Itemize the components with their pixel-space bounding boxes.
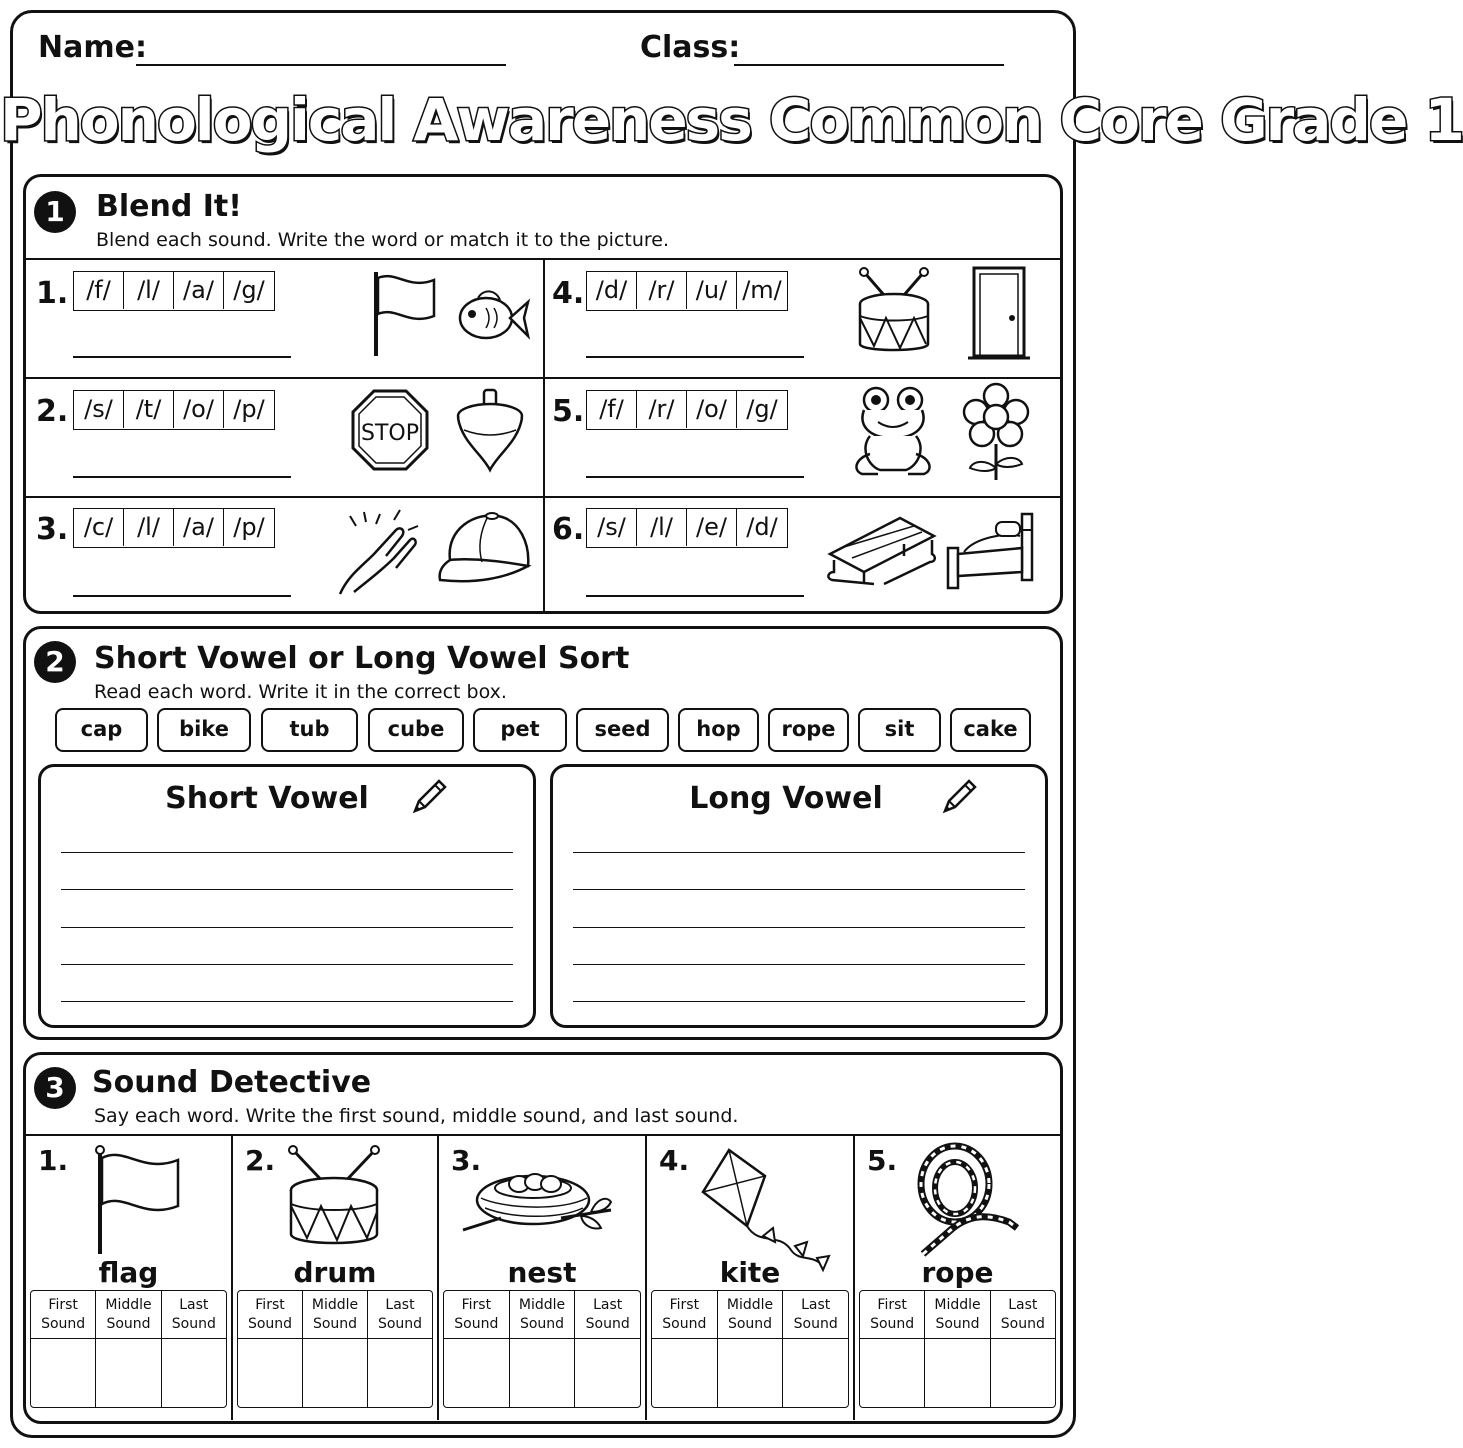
flower-icon	[960, 382, 1032, 482]
sound-box: /r/	[637, 391, 687, 428]
word-card[interactable]: cake	[950, 708, 1031, 752]
first-sound-column	[444, 1291, 510, 1407]
section-title: Blend It!	[96, 189, 242, 224]
middle-sound-column	[510, 1291, 576, 1407]
spinning-top-icon	[454, 386, 526, 474]
sound-table	[651, 1290, 849, 1408]
sound-box: /l/	[637, 509, 687, 546]
long-vowel-box[interactable]	[550, 764, 1048, 1028]
divider	[543, 258, 545, 611]
column-header: First Sound	[444, 1291, 509, 1339]
sound-box: /c/	[74, 509, 124, 546]
nest-icon	[461, 1158, 615, 1244]
section-number-badge: 2	[34, 641, 76, 683]
bed-icon	[944, 508, 1036, 590]
word-card[interactable]: tub	[261, 708, 358, 752]
drum-icon	[856, 268, 932, 360]
middle-sound-column	[718, 1291, 784, 1407]
detective-card	[647, 1134, 855, 1420]
sound-box: /m/	[742, 276, 782, 304]
middle-sound-column	[96, 1291, 161, 1407]
sound-boxes	[586, 508, 788, 548]
word-card[interactable]: cube	[368, 708, 464, 752]
write-line[interactable]	[573, 852, 1025, 853]
section-number-badge: 1	[34, 191, 76, 233]
sound-box: /f/	[587, 391, 637, 428]
sound-box: /s/	[74, 391, 124, 428]
last-sound-column	[162, 1291, 226, 1407]
write-line[interactable]	[61, 852, 513, 853]
sound-box: /d/	[587, 272, 637, 309]
sound-boxes	[73, 390, 275, 430]
page-title: Phonological Awareness Common Core Grade 1	[0, 86, 1463, 154]
last-sound-column	[368, 1291, 432, 1407]
section-title: Short Vowel or Long Vowel Sort	[94, 641, 630, 676]
pencil-icon	[409, 777, 449, 817]
detective-card	[439, 1134, 647, 1420]
last-sound-column	[575, 1291, 640, 1407]
sound-box: /s/	[587, 509, 637, 546]
word-card[interactable]: seed	[576, 708, 669, 752]
section-number-badge: 3	[34, 1067, 76, 1109]
clapping-hands-icon	[330, 506, 426, 598]
column-header: Middle Sound	[303, 1291, 367, 1339]
sound-table	[30, 1290, 227, 1408]
column-header: First Sound	[31, 1291, 95, 1339]
last-sound-column	[991, 1291, 1055, 1407]
column-header: Last Sound	[991, 1291, 1055, 1339]
stop-sign-icon	[350, 388, 430, 472]
column-header: Last Sound	[162, 1291, 226, 1339]
sled-icon	[824, 514, 940, 590]
column-header: Last Sound	[368, 1291, 432, 1339]
sound-boxes	[73, 271, 275, 311]
frog-icon	[850, 382, 936, 478]
sound-table	[237, 1290, 433, 1408]
drum-icon	[287, 1146, 381, 1250]
item-number: 6.	[552, 512, 585, 547]
sound-table	[859, 1290, 1056, 1408]
item-word: rope	[921, 1256, 994, 1289]
column-header: First Sound	[652, 1291, 717, 1339]
item-number: 2.	[245, 1144, 276, 1177]
write-line[interactable]	[573, 889, 1025, 890]
detective-card	[233, 1134, 439, 1420]
write-line[interactable]	[61, 889, 513, 890]
item-word: flag	[98, 1256, 159, 1289]
section-subtitle: Say each word. Write the first sound, middle sound, and last sound.	[94, 1105, 739, 1127]
sound-box: /d/	[746, 513, 778, 541]
sound-box: /o/	[687, 391, 737, 428]
fish-icon	[456, 286, 532, 350]
sound-box: /r/	[637, 272, 687, 309]
write-line[interactable]	[573, 964, 1025, 965]
item-number: 3.	[36, 512, 69, 547]
section-subtitle: Blend each sound. Write the word or match it to the picture.	[96, 229, 670, 251]
write-line[interactable]	[61, 927, 513, 928]
answer-line[interactable]	[73, 595, 291, 597]
item-number: 2.	[36, 394, 69, 429]
sound-box: /p/	[233, 395, 265, 423]
word-card[interactable]: sit	[858, 708, 941, 752]
answer-line[interactable]	[586, 356, 804, 358]
answer-line[interactable]	[73, 476, 291, 478]
sound-box: /a/	[174, 509, 224, 546]
first-sound-column	[31, 1291, 96, 1407]
sound-box: /t/	[124, 391, 174, 428]
first-sound-column	[860, 1291, 925, 1407]
column-header: First Sound	[860, 1291, 924, 1339]
item-number: 1.	[38, 1144, 69, 1177]
pencil-icon	[939, 777, 979, 817]
item-number: 5.	[552, 394, 585, 429]
write-line[interactable]	[573, 1001, 1025, 1002]
name-field[interactable]	[136, 64, 506, 66]
word-card[interactable]: pet	[473, 708, 567, 752]
item-number: 4.	[552, 276, 585, 311]
word-card[interactable]: bike	[157, 708, 251, 752]
column-header: Middle Sound	[96, 1291, 160, 1339]
column-header: First Sound	[238, 1291, 302, 1339]
detective-card	[26, 1134, 233, 1420]
item-number: 1.	[36, 276, 69, 311]
column-header: Last Sound	[575, 1291, 640, 1339]
column-header: Last Sound	[783, 1291, 848, 1339]
section-title: Sound Detective	[92, 1065, 372, 1100]
word-card[interactable]: cap	[55, 708, 148, 752]
stop-text: STOP	[361, 421, 419, 446]
word-card[interactable]: rope	[768, 708, 849, 752]
sound-box: /o/	[174, 391, 224, 428]
item-number: 3.	[451, 1144, 482, 1177]
item-number: 4.	[659, 1144, 690, 1177]
class-label: Class:	[640, 30, 741, 65]
column-header: Middle Sound	[718, 1291, 783, 1339]
class-field[interactable]	[734, 64, 1004, 66]
long-vowel-label: Long Vowel	[689, 781, 883, 816]
answer-line[interactable]	[73, 356, 291, 358]
item-number: 5.	[867, 1144, 898, 1177]
flag-icon	[368, 268, 440, 360]
sound-box: /l/	[124, 272, 174, 309]
cap-icon	[436, 508, 532, 586]
door-icon	[968, 264, 1030, 362]
item-word: kite	[719, 1256, 781, 1289]
sound-boxes	[73, 508, 275, 548]
short-vowel-box[interactable]	[38, 764, 536, 1028]
sound-box: /l/	[124, 509, 174, 546]
middle-sound-column	[925, 1291, 990, 1407]
sound-boxes	[586, 390, 788, 430]
middle-sound-column	[303, 1291, 368, 1407]
column-header: Middle Sound	[925, 1291, 989, 1339]
sound-table	[443, 1290, 641, 1408]
sound-box: /e/	[687, 509, 737, 546]
item-word: drum	[293, 1256, 377, 1289]
sound-boxes	[586, 271, 788, 311]
name-label: Name:	[38, 30, 147, 65]
answer-line[interactable]	[586, 595, 804, 597]
short-vowel-label: Short Vowel	[165, 781, 369, 816]
last-sound-column	[783, 1291, 848, 1407]
flag-icon	[92, 1144, 182, 1256]
sound-box: /a/	[174, 272, 224, 309]
detective-card	[855, 1134, 1060, 1420]
rope-icon	[913, 1142, 1021, 1260]
word-card[interactable]: hop	[678, 708, 759, 752]
sound-box: /g/	[746, 395, 778, 423]
sound-box: /g/	[233, 276, 265, 304]
write-line[interactable]	[61, 964, 513, 965]
section-subtitle: Read each word. Write it in the correct box.	[94, 681, 507, 703]
item-word: nest	[507, 1256, 577, 1289]
sound-box: /p/	[233, 513, 265, 541]
sound-box: /f/	[74, 272, 124, 309]
write-line[interactable]	[61, 1001, 513, 1002]
answer-line[interactable]	[586, 476, 804, 478]
first-sound-column	[238, 1291, 303, 1407]
sound-box: /u/	[687, 272, 737, 309]
first-sound-column	[652, 1291, 718, 1407]
column-header: Middle Sound	[510, 1291, 575, 1339]
write-line[interactable]	[573, 927, 1025, 928]
header	[38, 30, 1016, 74]
